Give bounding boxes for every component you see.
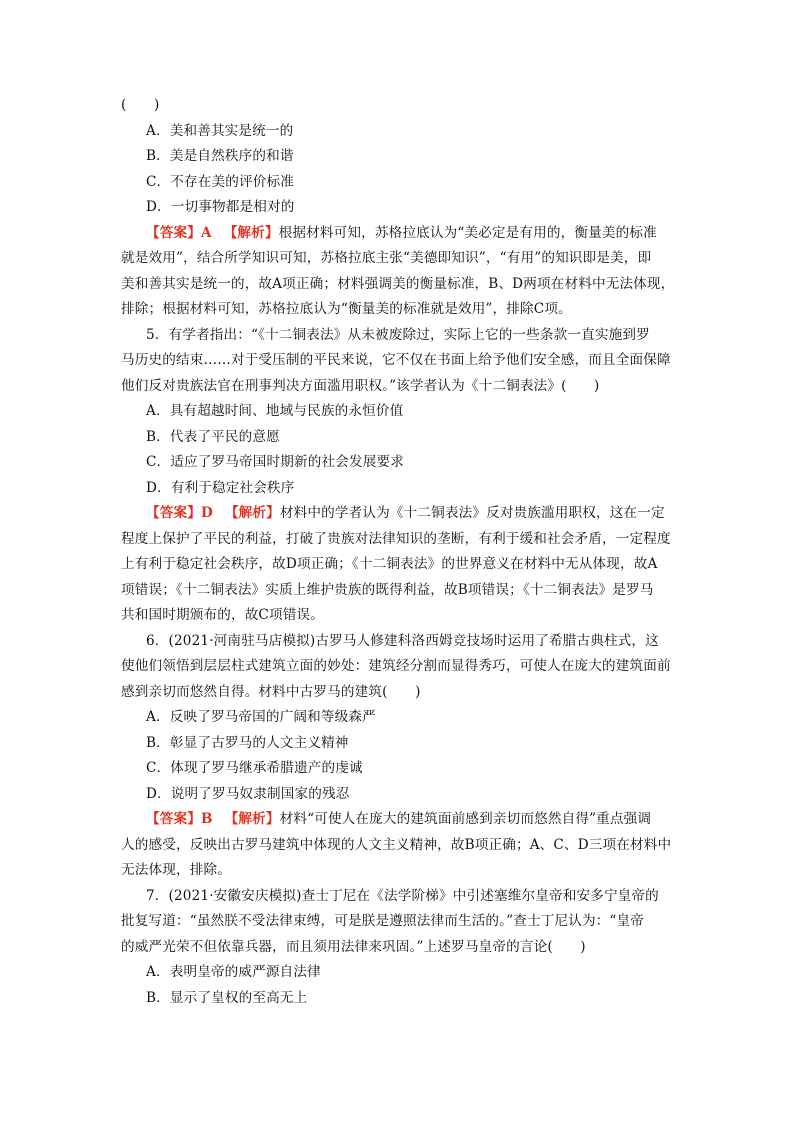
explanation-line: 人的感受，反映出古罗马建筑中体现的人文主义精神，故B项正确；A、C、D三项在材料中 — [121, 837, 672, 853]
option-c: C．适应了罗马帝国时期新的社会发展要求 — [146, 454, 404, 470]
explanation-line: 程度上保护了平民的利益，打破了贵族对法律知识的垄断，有利于缓和社会矛盾，一定程度 — [121, 531, 671, 547]
answer-explanation-line — [146, 504, 681, 522]
explanation-line: 共和国时期颁布的，故C项错误。 — [121, 607, 324, 623]
option-a: A．美和善其实是统一的 — [146, 123, 294, 139]
question-5-stem: 马历史的结束……对于受压制的平民来说，它不仅在书面上给予他们安全感，而且全面保障 — [121, 352, 671, 368]
option-a: A．反映了罗马帝国的广阔和等级森严 — [146, 709, 376, 725]
explanation-text: 根据材料可知，苏格拉底认为“美必定是有用的，衡量美的标准 — [278, 225, 657, 241]
answer-value: D — [200, 505, 213, 521]
answer-label: 【答案】 — [146, 225, 201, 241]
option-c: C．不存在美的评价标准 — [146, 174, 294, 190]
option-c: C．体现了罗马继承希腊遗产的虔诚 — [146, 760, 363, 776]
explanation-line: 就是效用”，结合所学知识可知，苏格拉底主张“美德即知识”，“有用”的知识即是美，即 — [121, 250, 652, 266]
explanation-line: 上有利于稳定社会秩序，故D项正确；《十二铜表法》的世界意义在材料中无从体现，故A — [121, 556, 658, 572]
question-7-stem: 7．(2021·安徽安庆模拟)查士丁尼在《法学阶梯》中引述塞维尔皇帝和安多宁皇帝的 — [146, 888, 659, 904]
question-5-stem: 5．有学者指出：“《十二铜表法》从未被废除过，实际上它的一些条款一直实施到罗 — [146, 327, 650, 343]
answer-explanation-line — [146, 224, 681, 242]
explanation-label: 【解析】 — [224, 811, 280, 827]
answer-value: B — [200, 811, 213, 827]
question-5-stem: 他们反对贵族法官在刑事判决方面滥用职权。”该学者认为《十二铜表法》( ) — [121, 378, 600, 394]
explanation-line: 排除；根据材料可知，苏格拉底认为“衡量美的标准就是效用”，排除C项。 — [121, 301, 572, 317]
answer-explanation-line — [146, 810, 681, 828]
explanation-text: 材料“可使人在庞大的建筑面前感到亲切而悠然自得”重点强调 — [279, 811, 652, 827]
option-a: A．表明皇帝的威严源自法律 — [146, 964, 321, 980]
option-d: D．有利于稳定社会秩序 — [146, 480, 295, 496]
explanation-label: 【解析】 — [223, 225, 279, 241]
explanation-line: 美和善其实是统一的，故A项正确；材料强调美的衡量标准，B、D两项在材料中无法体现， — [121, 276, 675, 292]
explanation-line: 无法体现，排除。 — [121, 862, 231, 878]
explanation-text: 材料中的学者认为《十二铜表法》反对贵族滥用职权，这在一定 — [279, 505, 665, 521]
option-b: B．代表了平民的意愿 — [146, 429, 280, 445]
question-6-stem: 6．(2021·河南驻马店模拟)古罗马人修建科洛西姆竞技场时运用了希腊古典柱式，这 — [146, 633, 659, 649]
option-b: B．彰显了古罗马的人文主义精神 — [146, 735, 349, 751]
question-6-stem: 感到亲切而悠然自得。材料中古罗马的建筑( ) — [121, 684, 421, 700]
option-d: D．说明了罗马奴隶制国家的残忍 — [146, 786, 350, 802]
question-7-stem: 的威严光荣不但依靠兵器，而且须用法律来巩固。”上述罗马皇帝的言论( ) — [121, 939, 586, 955]
explanation-label: 【解析】 — [224, 505, 280, 521]
option-d: D．一切事物都是相对的 — [146, 199, 295, 215]
question-7-stem: 批复写道：“虽然朕不受法律束缚，可是朕是遵照法律而生活的。”查士丁尼认为：“皇帝 — [121, 913, 645, 929]
answer-label: 【答案】 — [146, 505, 201, 521]
explanation-line: 项错误；《十二铜表法》实质上维护贵族的既得利益，故B项错误；《十二铜表法》是罗马 — [121, 582, 654, 598]
option-a: A．具有超越时间、地域与民族的永恒价值 — [146, 403, 404, 419]
option-b: B．美是自然秩序的和谐 — [146, 148, 294, 164]
answer-label: 【答案】 — [146, 811, 201, 827]
question-4-bracket: ( ) — [121, 97, 160, 113]
answer-value: A — [200, 225, 212, 241]
option-b: B．显示了皇权的至高无上 — [146, 990, 308, 1006]
question-6-stem: 使他们领悟到层层柱式建筑立面的妙处：建筑经分割而显得秀巧，可使人在庞大的建筑面前 — [121, 658, 671, 674]
